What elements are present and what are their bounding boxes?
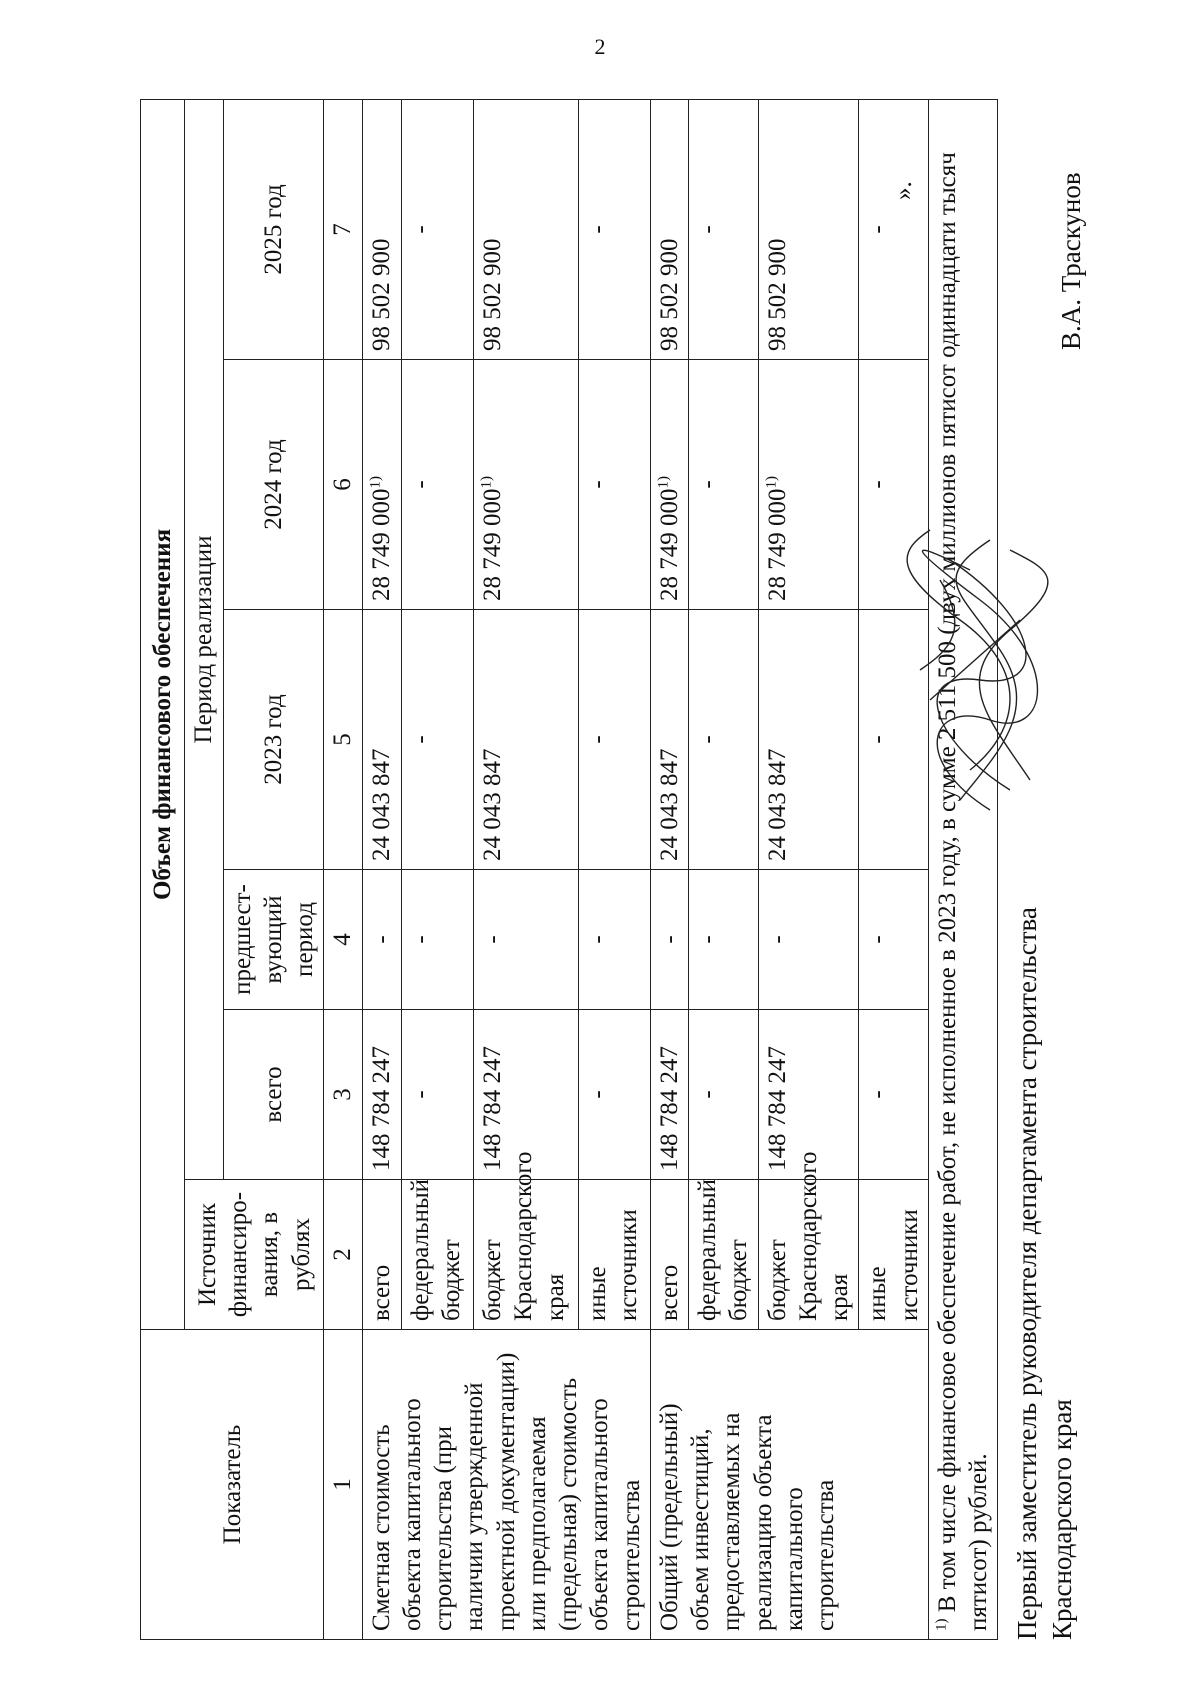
footnote-row	[928, 99, 998, 1639]
prior-cell: -	[578, 870, 650, 1010]
footnote-text: В том числе финансовое обеспечение работ, не исполненное в 2023 году, в сумме 2 511 500 (двух миллионов пятисот одиннадцати тысяч пятисот) рублей.	[933, 152, 992, 1631]
handwritten-signature	[870, 520, 1070, 820]
closing-quote: ».	[890, 181, 917, 200]
prior-cell: -	[402, 870, 474, 1010]
y2023-cell: -	[578, 610, 650, 870]
col-number: 4	[324, 870, 362, 1010]
indicator-cell: Общий (предельный) объем инвестиций, предоставляемых на реализацию объекта капитального строительства	[650, 1330, 928, 1640]
col-number: 6	[324, 360, 362, 610]
y2023-cell: 24 043 847	[474, 610, 578, 870]
col-number: 2	[324, 1180, 362, 1330]
table-title: Объем финансового обеспечения	[141, 99, 185, 1329]
total-cell: -	[402, 1010, 474, 1180]
signer-title: Первый заместитель руководителя департамента строительства Краснодарского края	[1012, 907, 1078, 1640]
y2024-value: 28 749 000	[479, 488, 507, 601]
footnote-ref: 1)	[763, 476, 780, 489]
y2025-cell: 98 502 900	[758, 99, 859, 359]
signer-name: В.А. Траскунов	[1056, 172, 1086, 350]
table-row	[650, 99, 688, 1639]
header-2025: 2025 год	[223, 99, 324, 359]
source-cell: бюджет Краснодарского края	[474, 1180, 578, 1330]
total-cell: -	[578, 1010, 650, 1180]
indicator-cell: Сметная стоимость объекта капитального строительства (при наличии утвержденной проектной документации) или предполагаемая (предельная) стоимость объекта капитального строительства	[362, 1330, 650, 1640]
source-cell: бюджет Краснодарского края	[758, 1180, 859, 1330]
y2024-cell: -	[859, 360, 929, 610]
header-indicator: Показатель	[141, 1330, 324, 1640]
y2024-cell	[758, 360, 859, 610]
y2025-cell: -	[402, 99, 474, 359]
y2025-cell: -	[578, 99, 650, 359]
y2023-cell: -	[402, 610, 474, 870]
y2025-cell: -	[689, 99, 759, 359]
source-cell: федеральный бюджет	[689, 1180, 759, 1330]
total-cell: -	[689, 1010, 759, 1180]
financing-table	[140, 99, 998, 1640]
y2024-cell: -	[689, 360, 759, 610]
rotated-content	[140, 80, 1140, 1640]
y2024-cell	[362, 360, 402, 610]
y2025-cell: 98 502 900	[362, 99, 402, 359]
prior-cell: -	[650, 870, 688, 1010]
y2024-cell	[650, 360, 688, 610]
header-period: Период реализации	[185, 99, 223, 1179]
y2023-cell: 24 043 847	[650, 610, 688, 870]
y2025-cell: -	[859, 99, 929, 359]
prior-cell: -	[758, 870, 859, 1010]
col-number: 7	[324, 99, 362, 359]
y2024-cell	[474, 360, 578, 610]
y2024-value: 28 749 000	[367, 488, 395, 601]
y2024-cell: -	[578, 360, 650, 610]
y2025-cell: 98 502 900	[650, 99, 688, 359]
y2024-value: 28 749 000	[655, 488, 683, 601]
source-cell: иные источники	[859, 1180, 929, 1330]
header-total: всего	[223, 1010, 324, 1180]
column-numbers-row	[324, 99, 362, 1639]
y2025-cell: 98 502 900	[474, 99, 578, 359]
source-cell: иные источники	[578, 1180, 650, 1330]
footnote-ref: 1)	[367, 476, 384, 489]
prior-cell: -	[689, 870, 759, 1010]
y2023-cell: -	[689, 610, 759, 870]
footnote-ref: 1)	[478, 476, 495, 489]
y2023-cell: 24 043 847	[362, 610, 402, 870]
y2023-cell: -	[859, 610, 929, 870]
prior-cell: -	[474, 870, 578, 1010]
footnote-mark: 1)	[933, 1618, 950, 1631]
source-cell: всего	[650, 1180, 688, 1330]
col-number: 5	[324, 610, 362, 870]
total-cell: 148 784 247	[650, 1010, 688, 1180]
col-number: 1	[324, 1330, 362, 1640]
prior-cell: -	[859, 870, 929, 1010]
y2024-cell: -	[402, 360, 474, 610]
footnote	[928, 99, 998, 1639]
col-number: 3	[324, 1010, 362, 1180]
total-cell: 148 784 247	[758, 1010, 859, 1180]
total-cell: -	[859, 1010, 929, 1180]
y2023-cell: 24 043 847	[758, 610, 859, 870]
total-cell: 148 784 247	[474, 1010, 578, 1180]
header-source: Источник финансиро-вания, в рублях	[185, 1180, 324, 1330]
header-prior: предшест-вующий период	[223, 870, 324, 1010]
total-cell: 148 784 247	[362, 1010, 402, 1180]
table-row	[362, 99, 402, 1639]
header-2023: 2023 год	[223, 610, 324, 870]
source-cell: всего	[362, 1180, 402, 1330]
page-number: 2	[594, 34, 606, 59]
footnote-ref: 1)	[655, 476, 672, 489]
y2024-value: 28 749 000	[763, 488, 791, 601]
prior-cell: -	[362, 870, 402, 1010]
header-2024: 2024 год	[223, 360, 324, 610]
source-cell: федеральный бюджет	[402, 1180, 474, 1330]
